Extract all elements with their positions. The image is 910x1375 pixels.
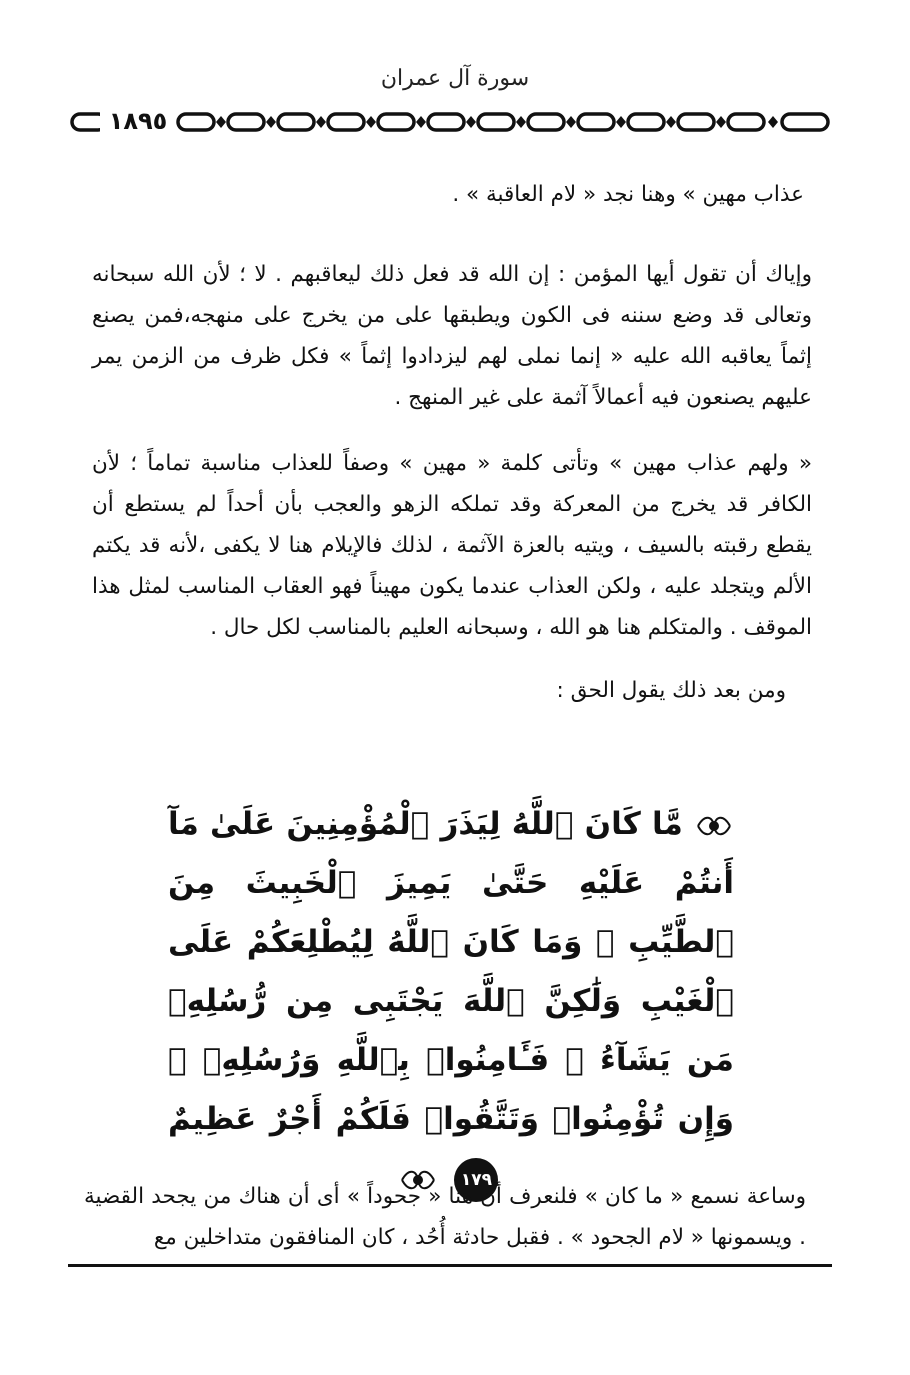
bottom-divider: [68, 1264, 832, 1267]
ayah-number-medallion: ١٧٩: [454, 1158, 498, 1202]
paragraph-4: ومن بعد ذلك يقول الحق :: [556, 678, 786, 703]
paragraph-5: وساعة نسمع « ما كان » فلنعرف أن هنا « جحوداً » أى أن هناك من يجحد القضية . ويسمونها « لام الجحود » . فقبل حادثة أُحُد ، كان المنافقون متداخلين مع: [84, 1184, 806, 1250]
quran-verse-block: [168, 795, 734, 1208]
floral-ornament-icon: [694, 811, 734, 841]
page-number: ١٨٩٥: [100, 105, 176, 137]
paragraph-1: عذاب مهين » وهنا نجد « لام العاقبة » .: [452, 182, 804, 207]
paragraph-3: « ولهم عذاب مهين » وتأتى كلمة « مهين » وصفاً للعذاب مناسبة تماماً ؛ لأن الكافر قد يخرج من المعركة وقد تملكه الزهو والعجب بأن أحداً لم يستطع أن يقطع رقبته بالسيف ، ويتيه بالعزة الآثمة ، لذلك فالإيلام هنا لا يكفى ،لأنه قد يكتم الألم ويتجلد عليه ، ولكن العذاب عندما يكون مهيناً فهو العقاب المناسب لمثل هذا الموقف . والمتكلم هنا هو الله ، وسبحانه العليم بالمناسب لكل حال .: [92, 451, 812, 640]
verse-text: مَّا كَانَ ٱللَّهُ لِيَذَرَ ٱلْمُؤْمِنِينَ عَلَىٰ مَآ أَنتُمْ عَلَيْهِ حَتَّىٰ يَمِيزَ ٱلْخَبِيثَ مِنَ ٱلطَّيِّبِ ۗ وَمَا كَانَ ٱللَّهُ لِيُطْلِعَكُمْ عَلَى ٱلْغَيْبِ وَلَٰكِنَّ ٱللَّهَ يَجْتَبِى مِن رُّسُلِهِۦ مَن يَشَآءُ ۖ فَـَٔامِنُوا۟ بِٱللَّهِ وَرُسُلِهِۦ ۚ وَإِن تُؤْمِنُوا۟ وَتَتَّقُوا۟ فَلَكُمْ أَجْرٌ عَظِيمٌ: [168, 806, 734, 1137]
paragraph-2: وإياك أن تقول أيها المؤمن : إن الله قد فعل ذلك ليعاقبهم . لا ؛ لأن الله سبحانه وتعالى قد وضع سننه فى الكون ويطبقها على من يخرج على منهجه،فمن يصنع إثماً يعاقبه الله عليه « إنما نملى لهم ليزدادوا إثماً » فكل ظرف من الزمن يمر عليهم يصنعون فيه أعمالاً آثمة على غير المنهج .: [92, 262, 812, 410]
chain-border-ornament: [66, 104, 836, 140]
surah-title: سورة آل عمران: [380, 66, 530, 91]
